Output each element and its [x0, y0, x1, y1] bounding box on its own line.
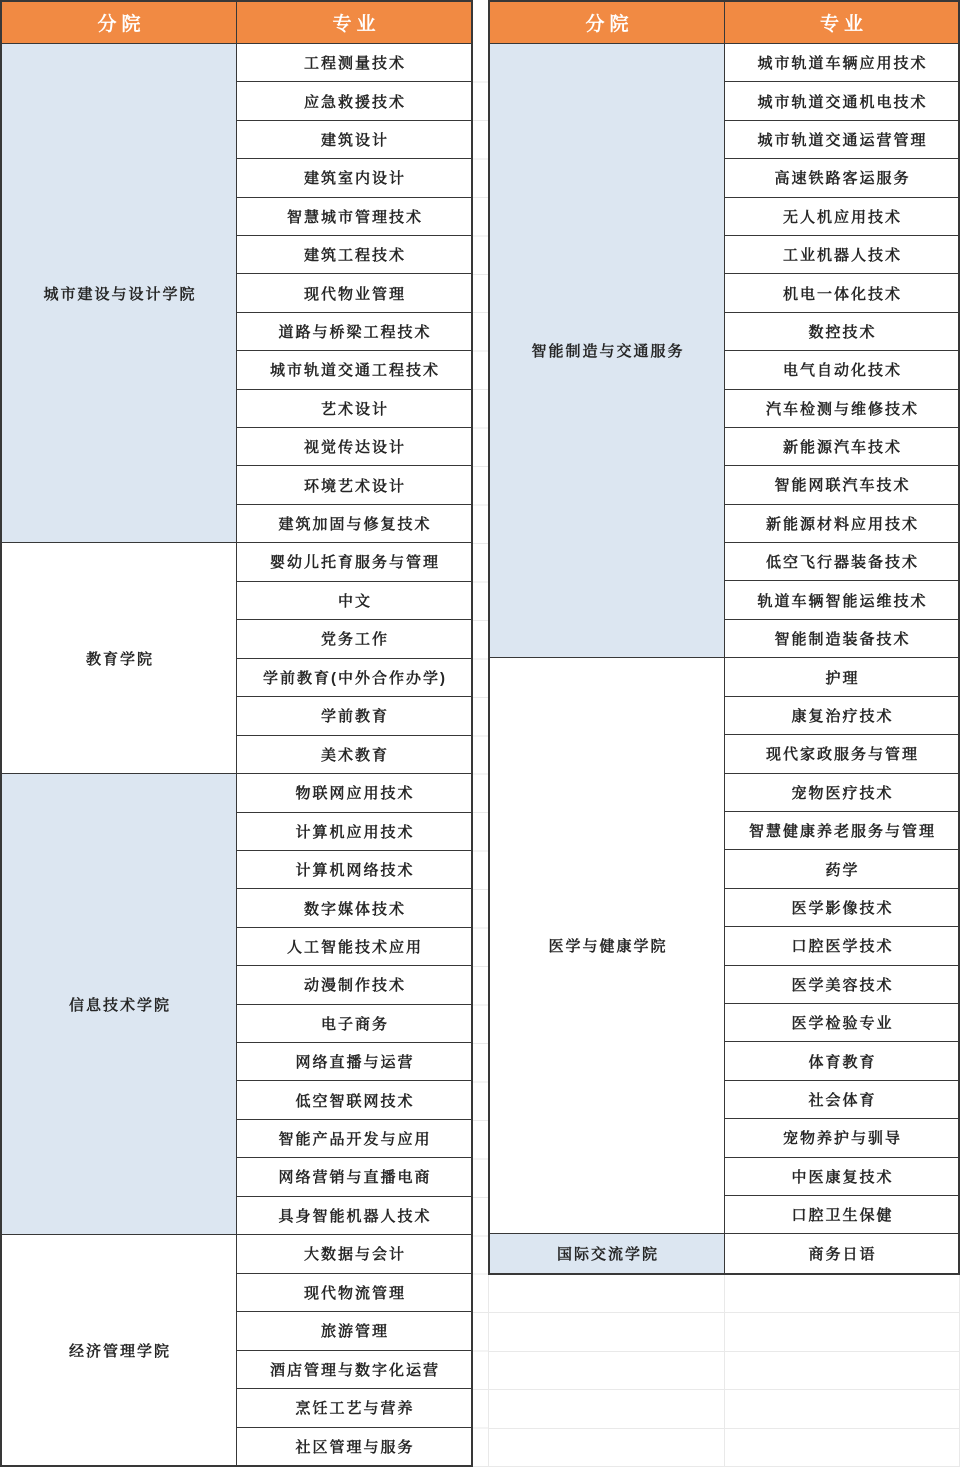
major-cell: 宠物医疗技术 [725, 774, 958, 812]
table-header-row [490, 2, 958, 44]
major-cell: 低空飞行器装备技术 [725, 543, 958, 581]
major-cell: 医学美容技术 [725, 966, 958, 1004]
college-group-row [490, 657, 958, 1233]
majors-column [725, 1234, 958, 1272]
major-cell: 社区管理与服务 [237, 1428, 471, 1466]
column-header-college: 分院 [2, 2, 237, 43]
major-cell: 智能产品开发与应用 [237, 1120, 471, 1158]
major-cell: 党务工作 [237, 620, 471, 659]
college-cell: 教育学院 [2, 543, 237, 773]
major-cell: 轨道车辆智能运维技术 [725, 581, 958, 619]
major-cell: 数控技术 [725, 313, 958, 351]
major-cell: 动漫制作技术 [237, 966, 471, 1004]
college-cell: 智能制造与交通服务 [490, 44, 725, 657]
major-cell: 酒店管理与数字化运营 [237, 1351, 471, 1390]
college-cell: 医学与健康学院 [490, 658, 725, 1233]
college-cell: 国际交流学院 [490, 1234, 725, 1272]
empty-row [489, 1390, 959, 1428]
left-college-majors-table [0, 0, 473, 1467]
major-cell: 网络营销与直播电商 [237, 1158, 471, 1196]
empty-cell [489, 1313, 725, 1350]
major-cell: 康复治疗技术 [725, 697, 958, 735]
major-cell: 应急救援技术 [237, 82, 471, 120]
major-cell: 建筑室内设计 [237, 159, 471, 197]
major-cell: 智能制造装备技术 [725, 620, 958, 657]
major-cell: 建筑加固与修复技术 [237, 505, 471, 542]
major-cell: 汽车检测与维修技术 [725, 390, 958, 428]
table-body [490, 44, 958, 1273]
majors-column [725, 658, 958, 1233]
major-cell: 具身智能机器人技术 [237, 1197, 471, 1234]
empty-cell [725, 1275, 959, 1312]
majors-column [237, 1235, 471, 1465]
major-cell: 智慧城市管理技术 [237, 198, 471, 236]
empty-cell [725, 1390, 959, 1427]
empty-row [489, 1313, 959, 1351]
majors-column [237, 774, 471, 1234]
college-group-row [490, 1233, 958, 1272]
major-cell: 体育教育 [725, 1042, 958, 1080]
empty-cell [725, 1313, 959, 1350]
major-cell: 高速铁路客运服务 [725, 159, 958, 197]
major-cell: 社会体育 [725, 1081, 958, 1119]
major-cell: 药学 [725, 850, 958, 888]
major-cell: 视觉传达设计 [237, 428, 471, 466]
major-cell: 现代家政服务与管理 [725, 735, 958, 773]
major-cell: 美术教育 [237, 736, 471, 774]
major-cell: 医学检验专业 [725, 1004, 958, 1042]
right-college-majors-table [488, 0, 960, 1275]
empty-row [489, 1352, 959, 1390]
majors-column [237, 543, 471, 773]
empty-cell [725, 1352, 959, 1389]
major-cell: 旅游管理 [237, 1312, 471, 1351]
column-header-college: 分院 [490, 2, 725, 43]
college-cell: 信息技术学院 [2, 774, 237, 1234]
empty-cell [489, 1275, 725, 1312]
major-cell: 人工智能技术应用 [237, 928, 471, 966]
major-cell: 建筑工程技术 [237, 236, 471, 274]
major-cell: 无人机应用技术 [725, 198, 958, 236]
empty-row [489, 1429, 959, 1467]
major-cell: 智慧健康养老服务与管理 [725, 812, 958, 850]
major-cell: 道路与桥梁工程技术 [237, 313, 471, 351]
majors-column [725, 44, 958, 657]
empty-cell [725, 1429, 959, 1466]
major-cell: 口腔医学技术 [725, 927, 958, 965]
college-cell: 经济管理学院 [2, 1235, 237, 1465]
major-cell: 新能源材料应用技术 [725, 505, 958, 543]
major-cell: 学前教育 [237, 697, 471, 736]
major-cell: 计算机应用技术 [237, 813, 471, 851]
major-cell: 机电一体化技术 [725, 274, 958, 312]
major-cell: 工程测量技术 [237, 44, 471, 82]
major-cell: 口腔卫生保健 [725, 1196, 958, 1233]
major-cell: 建筑设计 [237, 121, 471, 159]
empty-cell [489, 1352, 725, 1389]
college-group-row [2, 1234, 471, 1465]
empty-row [489, 1275, 959, 1313]
major-cell: 商务日语 [725, 1234, 958, 1272]
table-header-row [2, 2, 471, 44]
major-cell: 物联网应用技术 [237, 774, 471, 812]
major-cell: 城市轨道交通机电技术 [725, 82, 958, 120]
major-cell: 中医康复技术 [725, 1158, 958, 1196]
major-cell: 学前教育(中外合作办学) [237, 659, 471, 698]
major-cell: 大数据与会计 [237, 1235, 471, 1274]
college-group-row [2, 542, 471, 773]
major-cell: 宠物养护与驯导 [725, 1119, 958, 1157]
major-cell: 智能网联汽车技术 [725, 466, 958, 504]
spreadsheet-gap-gridlines [473, 44, 488, 1467]
college-group-row [490, 44, 958, 657]
major-cell: 婴幼儿托育服务与管理 [237, 543, 471, 582]
major-cell: 计算机网络技术 [237, 851, 471, 889]
major-cell: 工业机器人技术 [725, 236, 958, 274]
majors-column [237, 44, 471, 542]
empty-cell [489, 1429, 725, 1466]
major-cell: 现代物流管理 [237, 1274, 471, 1313]
empty-spreadsheet-rows [488, 1275, 960, 1467]
major-cell: 城市轨道交通工程技术 [237, 351, 471, 389]
major-cell: 艺术设计 [237, 390, 471, 428]
college-group-row [2, 773, 471, 1234]
major-cell: 数字媒体技术 [237, 889, 471, 927]
major-cell: 护理 [725, 658, 958, 696]
table-body [2, 44, 471, 1465]
major-cell: 烹饪工艺与营养 [237, 1389, 471, 1428]
major-cell: 医学影像技术 [725, 889, 958, 927]
column-header-major: 专业 [332, 14, 381, 35]
major-cell: 现代物业管理 [237, 274, 471, 312]
major-cell: 低空智联网技术 [237, 1081, 471, 1119]
major-cell: 中文 [237, 582, 471, 621]
column-header-major: 专业 [819, 14, 868, 35]
major-cell: 环境艺术设计 [237, 466, 471, 504]
college-group-row [2, 44, 471, 542]
major-cell: 城市轨道车辆应用技术 [725, 44, 958, 82]
empty-cell [489, 1390, 725, 1427]
college-cell: 城市建设与设计学院 [2, 44, 237, 542]
major-cell: 电子商务 [237, 1005, 471, 1043]
major-cell: 电气自动化技术 [725, 351, 958, 389]
major-cell: 新能源汽车技术 [725, 428, 958, 466]
major-cell: 城市轨道交通运营管理 [725, 121, 958, 159]
major-cell: 网络直播与运营 [237, 1043, 471, 1081]
